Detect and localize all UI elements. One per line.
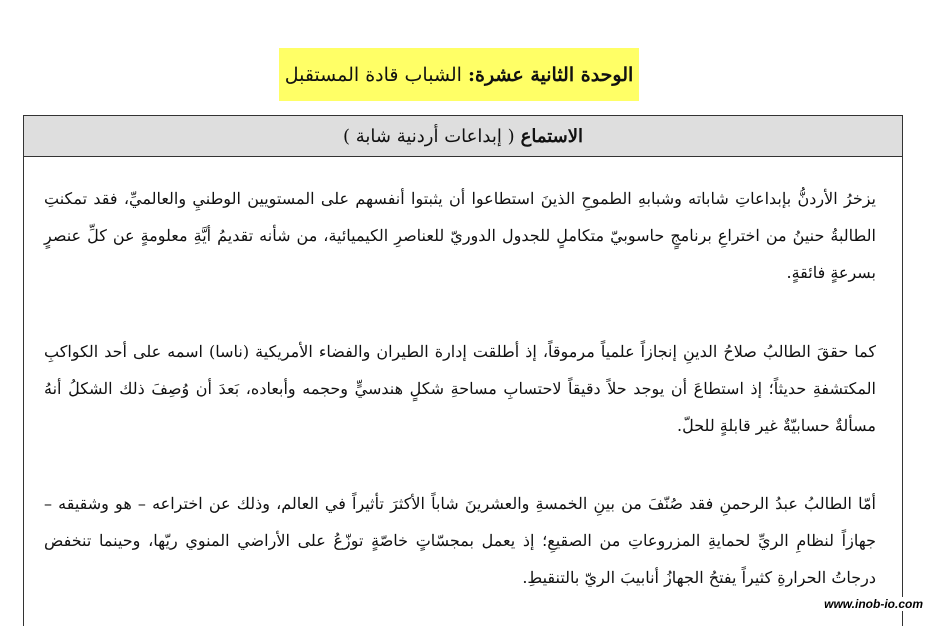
unit-separator: : [467, 63, 475, 86]
paragraph-1: يزخرُ الأردنُّ بإبداعاتِ شاباته وشبابهِ الطموحِ الذينَ استطاعوا أن يثبتوا أنفسهم على المستويين الوطنيِ والعالميِّ، فقد تمكنتِ الطالبةُ حنينُ من اختراعِ برنامجٍ حاسوبيّ متكاملٍ للجدول الدوريّ للعناصرِ الكيميائية، من شأنه تقديمُ أيَّةِ معلومةٍ عن كلِّ عنصرٍ بسرعةٍ فائقةٍ. [44, 189, 876, 282]
paragraph-3: أمّا الطالبُ عبدُ الرحمنِ فقد صُنّفَ من بينِ الخمسةِ والعشرينَ شاباً الأكثرَ تأثيراً في العالم، وذلك عن اختراعه – هو وشقيقه – جهازاً لنظامِ الريِّ لحمايةِ المزروعاتِ من الصقيعِ؛ إذ يعمل بمجسّاتٍ خاصّةٍ توزّعُ على الأراضي المنوي ريّها، وحينما تنخفض درجاتُ الحرارةِ كثيراً يفتحُ الجهازُ أنابيبَ الريّ بالتنقيطِ. [44, 494, 876, 587]
section-header [23, 115, 903, 157]
paragraph-2: كما حققَ الطالبُ صلاحُ الدينِ إنجازاً علمياً مرموقاً، إذ أطلقت إدارة الطيران والفضاء الأمريكية (ناسا) اسمه على أحد الكواكبِ المكتشفةِ حديثاً؛ إذ استطاعَ أن يوجد حلاً دقيقاً لاحتسابِ مساحةِ شكلٍ هندسيٍّ وحجمه وأبعاده، بَعدَ أن وُصِفَ ذلك الشكلُ أنهُ مسألةٌ حسابيّةٌ غير قابلةٍ للحلّ. [44, 342, 877, 435]
unit-title: الشباب قادة المستقبل [284, 63, 462, 86]
section-label: الاستماع [520, 125, 584, 147]
site-watermark: www.inob-io.com [824, 597, 923, 611]
unit-label: الوحدة الثانية عشرة [474, 63, 634, 86]
section-subtitle: ( إبداعات أردنية شابة ) [343, 125, 515, 147]
unit-title-banner [279, 48, 639, 101]
